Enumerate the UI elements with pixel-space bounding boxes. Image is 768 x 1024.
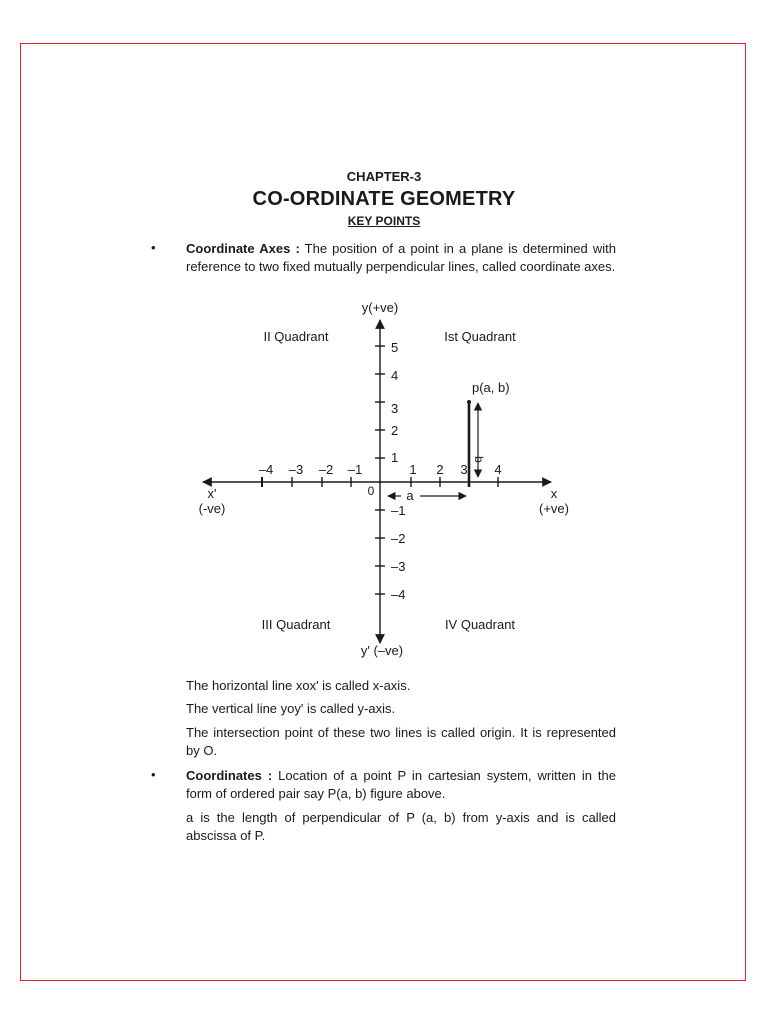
- coordinates-definition: Location of a point P in cartesian system, written in the form of ordered pair say P(a, b) figure above.: [186, 768, 616, 801]
- coordinate-axes-term: Coordinate Axes :: [186, 241, 300, 256]
- x-tick-label: 4: [494, 462, 502, 477]
- y-tick-label: 1: [391, 450, 399, 465]
- x-tick-label: –4: [258, 462, 274, 477]
- coordinate-axes-paragraph: [186, 240, 616, 276]
- y-ticks-positive: [375, 340, 398, 465]
- y-tick-label: 5: [391, 340, 399, 355]
- quadrant-1-label: Ist Quadrant: [444, 329, 516, 344]
- abscissa-paragraph: a is the length of perpendicular of P (a, b) from y-axis and is called abscissa of P.: [186, 810, 616, 843]
- x-tick-label: –3: [288, 462, 304, 477]
- y-tick-label: –2: [391, 531, 406, 546]
- quadrant-2-label: II Quadrant: [263, 329, 329, 344]
- point-p: [467, 400, 471, 404]
- quadrant-4-label: IV Quadrant: [444, 617, 516, 632]
- bullet-marker: •: [151, 240, 156, 255]
- x-negative-sign: (-ve): [198, 501, 226, 516]
- coordinates-paragraph: [186, 767, 616, 803]
- chapter-label: CHAPTER-3: [346, 169, 422, 184]
- point-p-label: p(a, b): [472, 380, 510, 395]
- x-axis-sentence: The horizontal line xox' is called x-axis.: [186, 678, 411, 693]
- page-title: CO-ORDINATE GEOMETRY: [252, 188, 516, 210]
- origin-sentence: The intersection point of these two lines is called origin. It is represented by O.: [186, 725, 616, 758]
- x-ticks-negative: [259, 462, 362, 487]
- y-tick-label: –4: [391, 587, 406, 602]
- y-tick-label: –3: [391, 559, 406, 574]
- y-positive-label: y(+ve): [361, 300, 399, 315]
- y-negative-label: y' (–ve): [360, 643, 404, 658]
- section-heading: KEY POINTS: [347, 214, 421, 228]
- x-tick-label: –1: [347, 462, 363, 477]
- x-positive-label: x: [550, 486, 558, 501]
- y-tick-label: 3: [391, 401, 399, 416]
- a-measure-label: a: [406, 488, 414, 503]
- x-negative-label: x': [207, 486, 217, 501]
- x-tick-label: 3: [460, 462, 468, 477]
- x-tick-label: –2: [318, 462, 334, 477]
- coordinate-axes-diagram: [0, 295, 768, 665]
- x-tick-label: 1: [409, 462, 417, 477]
- y-tick-label: –1: [391, 503, 406, 518]
- origin-label: 0: [367, 484, 375, 498]
- quadrant-3-label: III Quadrant: [261, 617, 331, 632]
- x-tick-label: 2: [436, 462, 444, 477]
- y-axis-sentence: The vertical line yoy' is called y-axis.: [186, 701, 396, 716]
- b-measure-label: b: [472, 456, 486, 463]
- bullet-marker: •: [151, 767, 156, 782]
- x-positive-sign: (+ve): [539, 501, 569, 516]
- x-ticks-positive: [409, 462, 501, 487]
- y-tick-label: 4: [391, 368, 399, 383]
- y-tick-label: 2: [391, 423, 399, 438]
- coordinate-axes-definition: The position of a point in a plane is determined with reference to two fixed mutually perpendicular lines, called coordinate axes.: [186, 241, 617, 274]
- coordinates-term: Coordinates :: [186, 768, 273, 783]
